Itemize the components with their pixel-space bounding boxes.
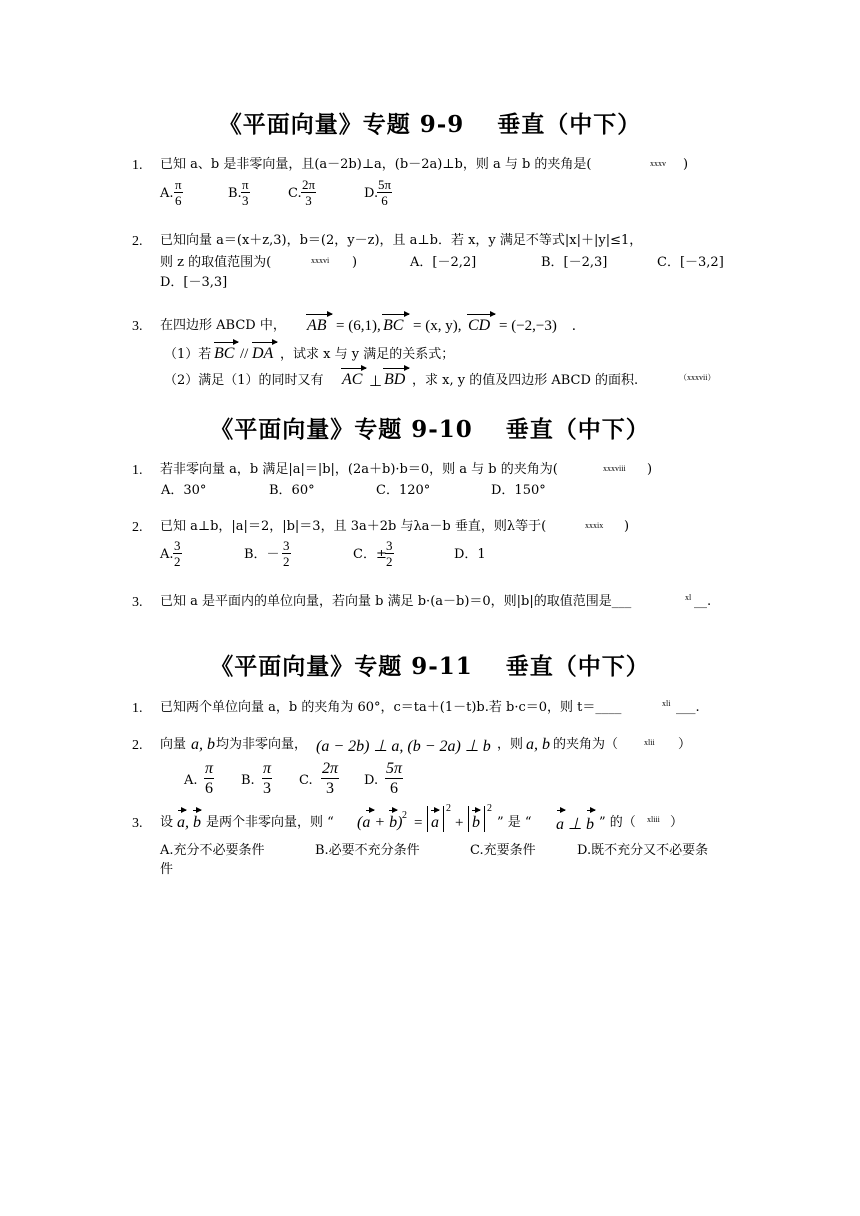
option-label: A.: [160, 186, 174, 201]
option-b-fraction: $\frac{3}{2}$: [283, 538, 290, 569]
answer-blank: ___.: [676, 700, 700, 715]
option-d: D．1: [454, 547, 486, 562]
question-text: 已知两个单位向量 a，b 的夹角为 60°，c＝ta＋(1－t)b.若 b·c＝0，则 t＝____: [160, 700, 622, 715]
section-title-9-10: 《平面向量》专题 9-10 垂直（中下）: [210, 416, 650, 443]
math-expression: a, b: [191, 736, 215, 753]
subquestion-text: ，求 x, y 的值及四边形 ABCD 的面积.: [412, 373, 639, 388]
footnote-marker: xli: [662, 699, 671, 708]
section-title-9-11: 《平面向量》专题 9-11 垂直（中下）: [210, 653, 650, 680]
abs-bar: [468, 806, 469, 832]
vector-ab: AB: [307, 317, 327, 334]
question-number: 3.: [132, 319, 143, 334]
abs-bar: [443, 806, 444, 832]
vector-arrow: [467, 314, 495, 315]
option-a: A．[－2,2]: [410, 255, 477, 270]
question-number: 3.: [132, 816, 143, 831]
option-c: C．±: [353, 547, 387, 562]
question-close-paren: ): [352, 255, 358, 270]
vector-value: = (−2,−3): [499, 318, 557, 334]
option-d: D．150°: [491, 483, 546, 498]
vector-arrow: [431, 810, 439, 811]
vector-bc: BC: [214, 345, 235, 362]
footnote-marker: xxxix: [585, 521, 604, 530]
abs-bar: [484, 806, 485, 832]
question-close-paren: ): [624, 519, 630, 534]
math-expression: a, b: [177, 814, 201, 831]
equals-sign: =: [414, 815, 423, 831]
question-text: 均为非零向量，: [216, 737, 308, 752]
vector-arrow: [389, 810, 397, 811]
question-close-paren: ): [683, 157, 689, 172]
footnote-marker: xlii: [644, 738, 655, 747]
exponent: 2: [402, 810, 407, 821]
question-text: 的夹角为（: [553, 737, 619, 752]
question-text: 已知 a⊥b，|a|＝2，|b|＝3，且 3a＋2b 与λa－b 垂直，则λ等于(: [160, 519, 547, 534]
option-label: B.: [241, 773, 255, 788]
option-b: B．[－2,3]: [541, 255, 608, 270]
option-label: D.: [364, 773, 379, 788]
option-b: B．－: [244, 547, 280, 562]
vector-ac: AC: [342, 371, 363, 388]
vector-arrow: [178, 810, 186, 811]
vector-arrow: [472, 810, 480, 811]
footnote-marker: xxxviii: [603, 464, 626, 473]
option-label: C.: [299, 773, 313, 788]
option-c-fraction: $\frac{2\pi}{3}$: [302, 177, 316, 208]
vector-value: = (x, y),: [413, 318, 462, 334]
parallel-symbol: //: [240, 346, 249, 362]
vector-arrow: [252, 342, 277, 343]
question-number: 1.: [132, 158, 143, 173]
question-number: 2.: [132, 738, 143, 753]
vector-bd: BD: [384, 371, 406, 388]
vector-arrow: [214, 342, 238, 343]
math-expression: a, b: [526, 736, 550, 753]
option-a: A.充分不必要条件: [160, 843, 265, 858]
option-c: C．120°: [376, 483, 431, 498]
math-expression: (a + b): [357, 814, 403, 831]
vector-arrow: [382, 314, 409, 315]
question-text: 向量: [160, 737, 187, 752]
option-c: C.充要条件: [470, 843, 536, 858]
option-label: D.: [364, 186, 379, 201]
option-a-fraction: $\frac{\pi}{6}$: [205, 760, 214, 797]
question-text: 则 z 的取值范围为(: [160, 255, 272, 270]
option-d: D．[－3,3]: [160, 275, 228, 290]
perpendicular-symbol: ⊥: [369, 374, 383, 390]
option-a-fraction: $\frac{\pi}{6}$: [175, 177, 182, 208]
question-text: ” 的（: [599, 815, 636, 830]
answer-blank: __.: [694, 594, 712, 609]
footnote-marker: xxxv: [650, 159, 666, 168]
option-a: A.: [160, 547, 174, 562]
abs-bar: [427, 806, 428, 832]
option-a-fraction: $\frac{3}{2}$: [174, 538, 181, 569]
question-text: 在四边形 ABCD 中，: [160, 318, 286, 333]
vector-arrow: [366, 810, 374, 811]
option-b-fraction: $\frac{\pi}{3}$: [263, 760, 272, 797]
footnote-marker: xl: [685, 593, 692, 602]
option-label: A.: [184, 773, 198, 788]
question-text: 已知向量 a＝(x＋z,3)，b＝(2，y－z)，且 a⊥b．若 x，y 满足不等式|x|＋|y|≤1，: [160, 233, 643, 248]
vector-arrow: [557, 810, 565, 811]
section-title-9-9: 《平面向量》专题 9-9 垂直（中下）: [218, 111, 642, 138]
question-number: 3.: [132, 595, 143, 610]
math-expression: (a − 2b) ⊥ a, (b − 2a) ⊥ b: [316, 738, 491, 755]
option-label: B.: [228, 186, 242, 201]
footnote-marker: xliii: [647, 815, 660, 824]
question-text: ” 是 “: [497, 815, 532, 830]
vector-bc: BC: [383, 317, 404, 334]
vector-cd: CD: [468, 317, 491, 334]
question-close-paren: ）: [678, 737, 692, 752]
exponent: 2: [446, 803, 451, 814]
math-expression: a ⊥ b: [556, 816, 594, 833]
option-b-fraction: $\frac{\pi}{3}$: [242, 177, 249, 208]
footnote-marker: （xxxvii）: [679, 373, 716, 382]
option-label: C.: [288, 186, 302, 201]
question-text: 若非零向量 a，b 满足|a|＝|b|，(2a＋b)·b＝0，则 a 与 b 的夹角为(: [160, 462, 558, 477]
option-d-wrap: 件: [160, 862, 174, 877]
question-text: 是两个非零向量，则 “: [206, 815, 334, 830]
option-c: C．[－3,2]: [657, 255, 724, 270]
question-number: 2.: [132, 234, 143, 249]
option-a: A．30°: [161, 483, 207, 498]
option-b: B.必要不充分条件: [315, 843, 420, 858]
question-text: 已知 a、b 是非零向量，且(a－2b)⊥a，(b－2a)⊥b，则 a 与 b 的夹角是(: [160, 157, 592, 172]
question-close-paren: ): [647, 462, 653, 477]
subquestion-text: （2）满足（1）的同时又有: [164, 373, 324, 388]
question-number: 1.: [132, 701, 143, 716]
option-d-fraction: $\frac{5\pi}{6}$: [378, 177, 392, 208]
footnote-marker: xxxvi: [311, 256, 330, 265]
vector-arrow: [587, 810, 595, 811]
vector-da: DA: [252, 345, 274, 362]
vector-arrow: [193, 810, 201, 811]
question-close-paren: ）: [670, 815, 684, 830]
option-d-fraction: $\frac{5\pi}{6}$: [386, 760, 403, 797]
vector-b: b: [472, 814, 480, 831]
option-c-fraction: $\frac{3}{2}$: [386, 538, 393, 569]
question-text: ，则: [497, 737, 524, 752]
question-number: 1.: [132, 463, 143, 478]
plus-sign: +: [455, 815, 464, 831]
vector-a: a: [431, 814, 439, 831]
question-text: 已知 a 是平面内的单位向量，若向量 b 满足 b·(a－b)＝0，则|b|的取值范围是___: [160, 594, 632, 609]
exponent: 2: [487, 803, 492, 814]
period: .: [572, 318, 576, 334]
vector-arrow: [383, 368, 409, 369]
vector-arrow: [306, 314, 332, 315]
vector-arrow: [341, 368, 366, 369]
option-b: B．60°: [269, 483, 315, 498]
option-d: D.既不充分又不必要条: [577, 843, 709, 858]
question-number: 2.: [132, 520, 143, 535]
question-text: 设: [160, 815, 174, 830]
subquestion-text: ，试求 x 与 y 满足的关系式；: [280, 347, 455, 362]
vector-value: = (6,1),: [336, 318, 381, 334]
option-c-fraction: $\frac{2\pi}{3}$: [322, 760, 339, 797]
subquestion-text: （1）若: [164, 347, 212, 362]
